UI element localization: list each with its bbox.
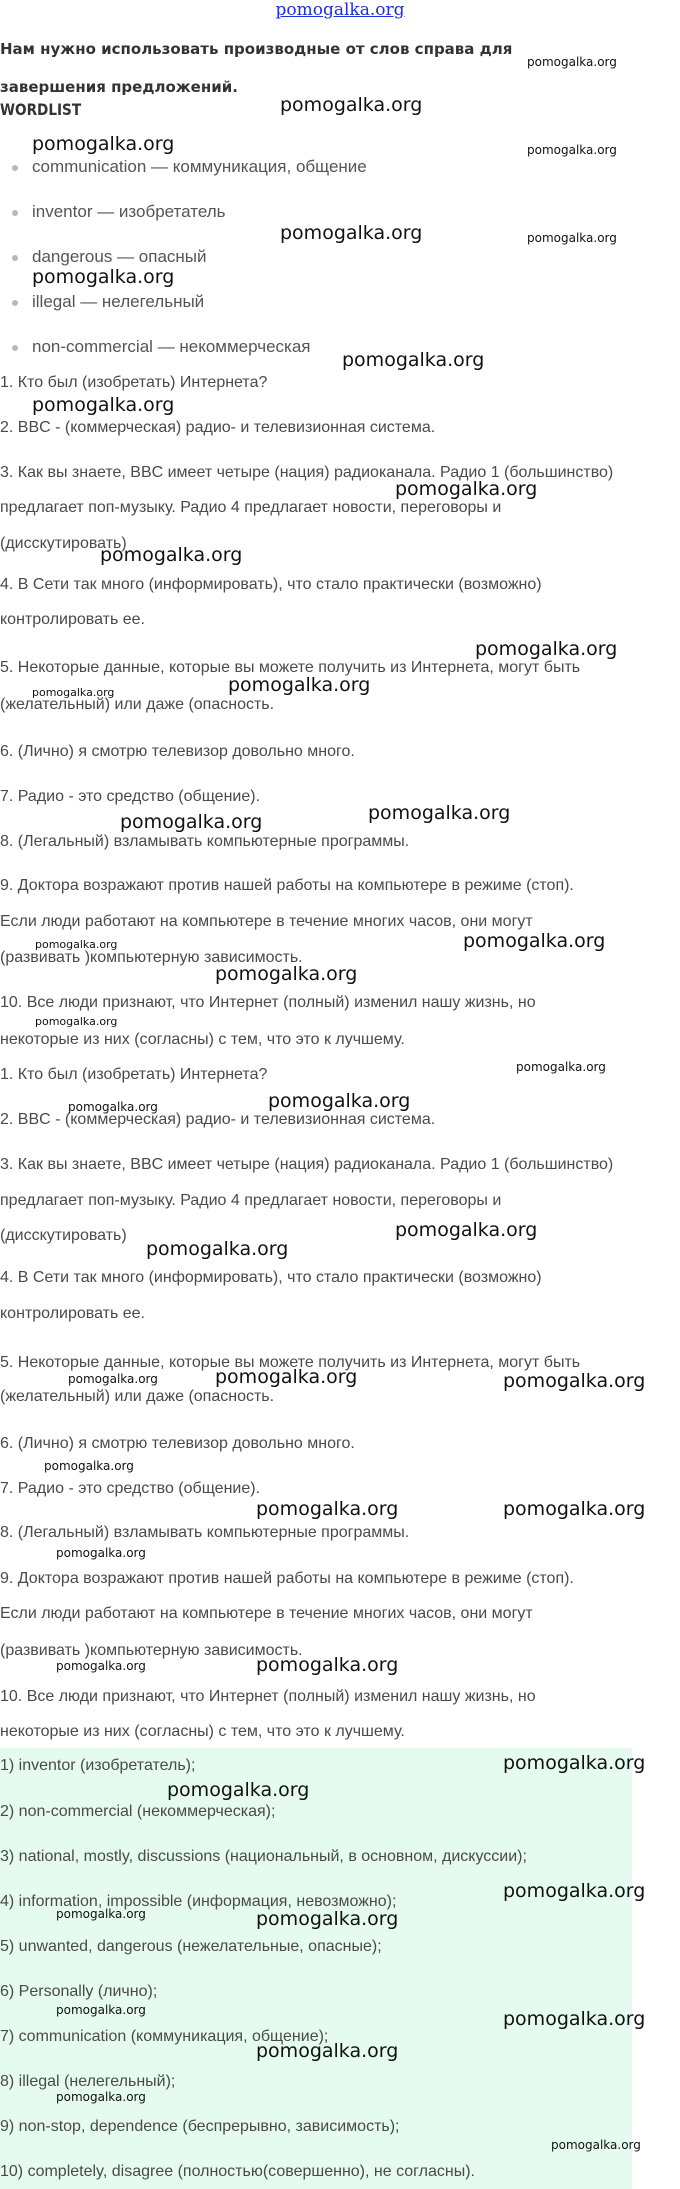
exercise-line: (желательный) или даже (опасность. — [0, 696, 275, 713]
bullet-icon — [12, 255, 18, 261]
watermark: pomogalka.org — [395, 478, 538, 500]
exercise-line: 9. Доктора возражают против нашей работы на компьютере в режиме (стоп). — [0, 877, 574, 894]
wordlist-item: inventor — изобретатель — [12, 200, 367, 245]
answer-line: 8) illegal (нелегельный); — [0, 2073, 176, 2090]
exercise-line: (дисскутировать) — [0, 535, 127, 552]
watermark: pomogalka.org — [503, 1498, 646, 1520]
watermark: pomogalka.org — [527, 231, 617, 245]
exercise-line: некоторые из них (согласны) с тем, что это к лучшему. — [0, 1723, 405, 1740]
exercise-line: некоторые из них (согласны) с тем, что это к лучшему. — [0, 1031, 405, 1048]
exercise-line: 7. Радио - это средство (общение). — [0, 1480, 261, 1497]
watermark: pomogalka.org — [68, 1372, 158, 1386]
exercise-line: 10. Все люди признают, что Интернет (полный) изменил нашу жизнь, но — [0, 1688, 536, 1705]
exercise-line: 2. BBC - (коммерческая) радио- и телевизионная система. — [0, 1111, 436, 1128]
watermark: pomogalka.org — [44, 1459, 134, 1473]
watermark: pomogalka.org — [32, 686, 115, 699]
bullet-icon — [12, 300, 18, 306]
exercise-line: (желательный) или даже (опасность. — [0, 1388, 275, 1405]
bullet-icon — [12, 345, 18, 351]
watermark: pomogalka.org — [503, 2008, 646, 2030]
watermark: pomogalka.org — [56, 1546, 146, 1560]
answer-line: 2) non-commercial (некоммерческая); — [0, 1803, 276, 1820]
exercise-line: 6. (Лично) я смотрю телевизор довольно много. — [0, 1435, 355, 1452]
watermark: pomogalka.org — [215, 963, 358, 985]
exercise-line: Если люди работают на компьютере в течение многих часов, они могут — [0, 1605, 533, 1622]
answer-line: 4) information, impossible (информация, невозможно); — [0, 1893, 397, 1910]
exercise-line: 1. Кто был (изобретать) Интернета? — [0, 1066, 268, 1083]
exercise-line: 10. Все люди признают, что Интернет (полный) изменил нашу жизнь, но — [0, 994, 536, 1011]
watermark: pomogalka.org — [120, 811, 263, 833]
watermark: pomogalka.org — [256, 1654, 399, 1676]
watermark: pomogalka.org — [228, 674, 371, 696]
wordlist-item: communication — коммуникация, общение — [12, 155, 367, 200]
exercise-line: контролировать ее. — [0, 1305, 145, 1322]
exercise-line: (дисскутировать) — [0, 1227, 127, 1244]
watermark: pomogalka.org — [56, 1659, 146, 1673]
exercise-line: 4. В Сети так много (информировать), что стало практически (возможно) — [0, 576, 542, 593]
exercise-line: 2. BBC - (коммерческая) радио- и телевизионная система. — [0, 419, 436, 436]
watermark: pomogalka.org — [475, 638, 618, 660]
bullet-icon — [12, 165, 18, 171]
exercise-line: 7. Радио - это средство (общение). — [0, 788, 261, 805]
watermark: pomogalka.org — [32, 266, 175, 288]
answer-line: 6) Personally (лично); — [0, 1983, 158, 2000]
wordlist-item: dangerous — опасный — [12, 245, 367, 290]
exercise-line: 5. Некоторые данные, которые вы можете получить из Интернета, могут быть — [0, 659, 581, 676]
exercise-line: 5. Некоторые данные, которые вы можете получить из Интернета, могут быть — [0, 1354, 581, 1371]
watermark: pomogalka.org — [280, 222, 423, 244]
watermark: pomogalka.org — [503, 1880, 646, 1902]
watermark: pomogalka.org — [527, 143, 617, 157]
watermark: pomogalka.org — [516, 1060, 606, 1074]
watermark: pomogalka.org — [56, 2090, 146, 2104]
wordlist-label: WORDLIST — [0, 100, 82, 119]
exercise-line: 3. Как вы знаете, BBC имеет четыре (нация) радиоканала. Радио 1 (большинство) — [0, 1156, 614, 1173]
watermark: pomogalka.org — [56, 1907, 146, 1921]
exercise-line: (развивать )компьютерную зависимость. — [0, 1642, 303, 1659]
watermark: pomogalka.org — [56, 2003, 146, 2017]
watermark: pomogalka.org — [463, 930, 606, 952]
watermark: pomogalka.org — [368, 802, 511, 824]
bullet-icon — [12, 210, 18, 216]
watermark: pomogalka.org — [527, 55, 617, 69]
answer-line: 7) communication (коммуникация, общение); — [0, 2028, 329, 2045]
watermark: pomogalka.org — [100, 544, 243, 566]
page-title: Нам нужно использовать производные от слов справа для завершения предложений. — [0, 40, 513, 96]
watermark: pomogalka.org — [503, 1370, 646, 1392]
exercise-line: 6. (Лично) я смотрю телевизор довольно много. — [0, 743, 355, 760]
watermark: pomogalka.org — [342, 349, 485, 371]
watermark: pomogalka.org — [32, 133, 175, 155]
exercise-line: Если люди работают на компьютере в течение многих часов, они могут — [0, 913, 533, 930]
watermark: pomogalka.org — [280, 94, 423, 116]
watermark: pomogalka.org — [35, 938, 118, 951]
answer-line: 5) unwanted, dangerous (нежелательные, опасные); — [0, 1938, 382, 1955]
exercise-line: предлагает поп-музыку. Радио 4 предлагает новости, переговоры и — [0, 499, 502, 516]
watermark: pomogalka.org — [68, 1100, 158, 1114]
exercise-line: контролировать ее. — [0, 611, 145, 628]
watermark: pomogalka.org — [215, 1366, 358, 1388]
wordlist-item: illegal — нелегельный — [12, 290, 367, 335]
exercise-line: 4. В Сети так много (информировать), что стало практически (возможно) — [0, 1269, 542, 1286]
answer-line: 9) non-stop, dependence (беспрерывно, зависимость); — [0, 2118, 400, 2135]
answer-line: 1) inventor (изобретатель); — [0, 1757, 196, 1774]
watermark: pomogalka.org — [503, 1752, 646, 1774]
watermark: pomogalka.org — [256, 1498, 399, 1520]
header-site-link[interactable]: pomogalka.org — [275, 0, 405, 20]
exercise-line: 3. Как вы знаете, BBC имеет четыре (нация) радиоканала. Радио 1 (большинство) — [0, 464, 614, 481]
exercise-line: (развивать )компьютерную зависимость. — [0, 949, 303, 966]
watermark: pomogalka.org — [268, 1090, 411, 1112]
watermark: pomogalka.org — [35, 1015, 118, 1028]
exercise-line: 8. (Легальный) взламывать компьютерные программы. — [0, 833, 410, 850]
exercise-line: 9. Доктора возражают против нашей работы на компьютере в режиме (стоп). — [0, 1570, 574, 1587]
wordlist-item: non-commercial — некоммерческая — [12, 335, 367, 380]
watermark: pomogalka.org — [32, 394, 175, 416]
watermark: pomogalka.org — [167, 1779, 310, 1801]
answer-line: 3) national, mostly, discussions (национальный, в основном, дискуссии); — [0, 1848, 527, 1865]
answer-line: 10) completely, disagree (полностью(совершенно), не согласны). — [0, 2163, 475, 2180]
watermark: pomogalka.org — [146, 1238, 289, 1260]
exercise-line: 1. Кто был (изобретать) Интернета? — [0, 374, 268, 391]
exercise-line: предлагает поп-музыку. Радио 4 предлагает новости, переговоры и — [0, 1192, 502, 1209]
watermark: pomogalka.org — [395, 1219, 538, 1241]
exercise-line: 8. (Легальный) взламывать компьютерные программы. — [0, 1524, 410, 1541]
watermark: pomogalka.org — [551, 2138, 641, 2152]
watermark: pomogalka.org — [256, 1908, 399, 1930]
watermark: pomogalka.org — [256, 2040, 399, 2062]
